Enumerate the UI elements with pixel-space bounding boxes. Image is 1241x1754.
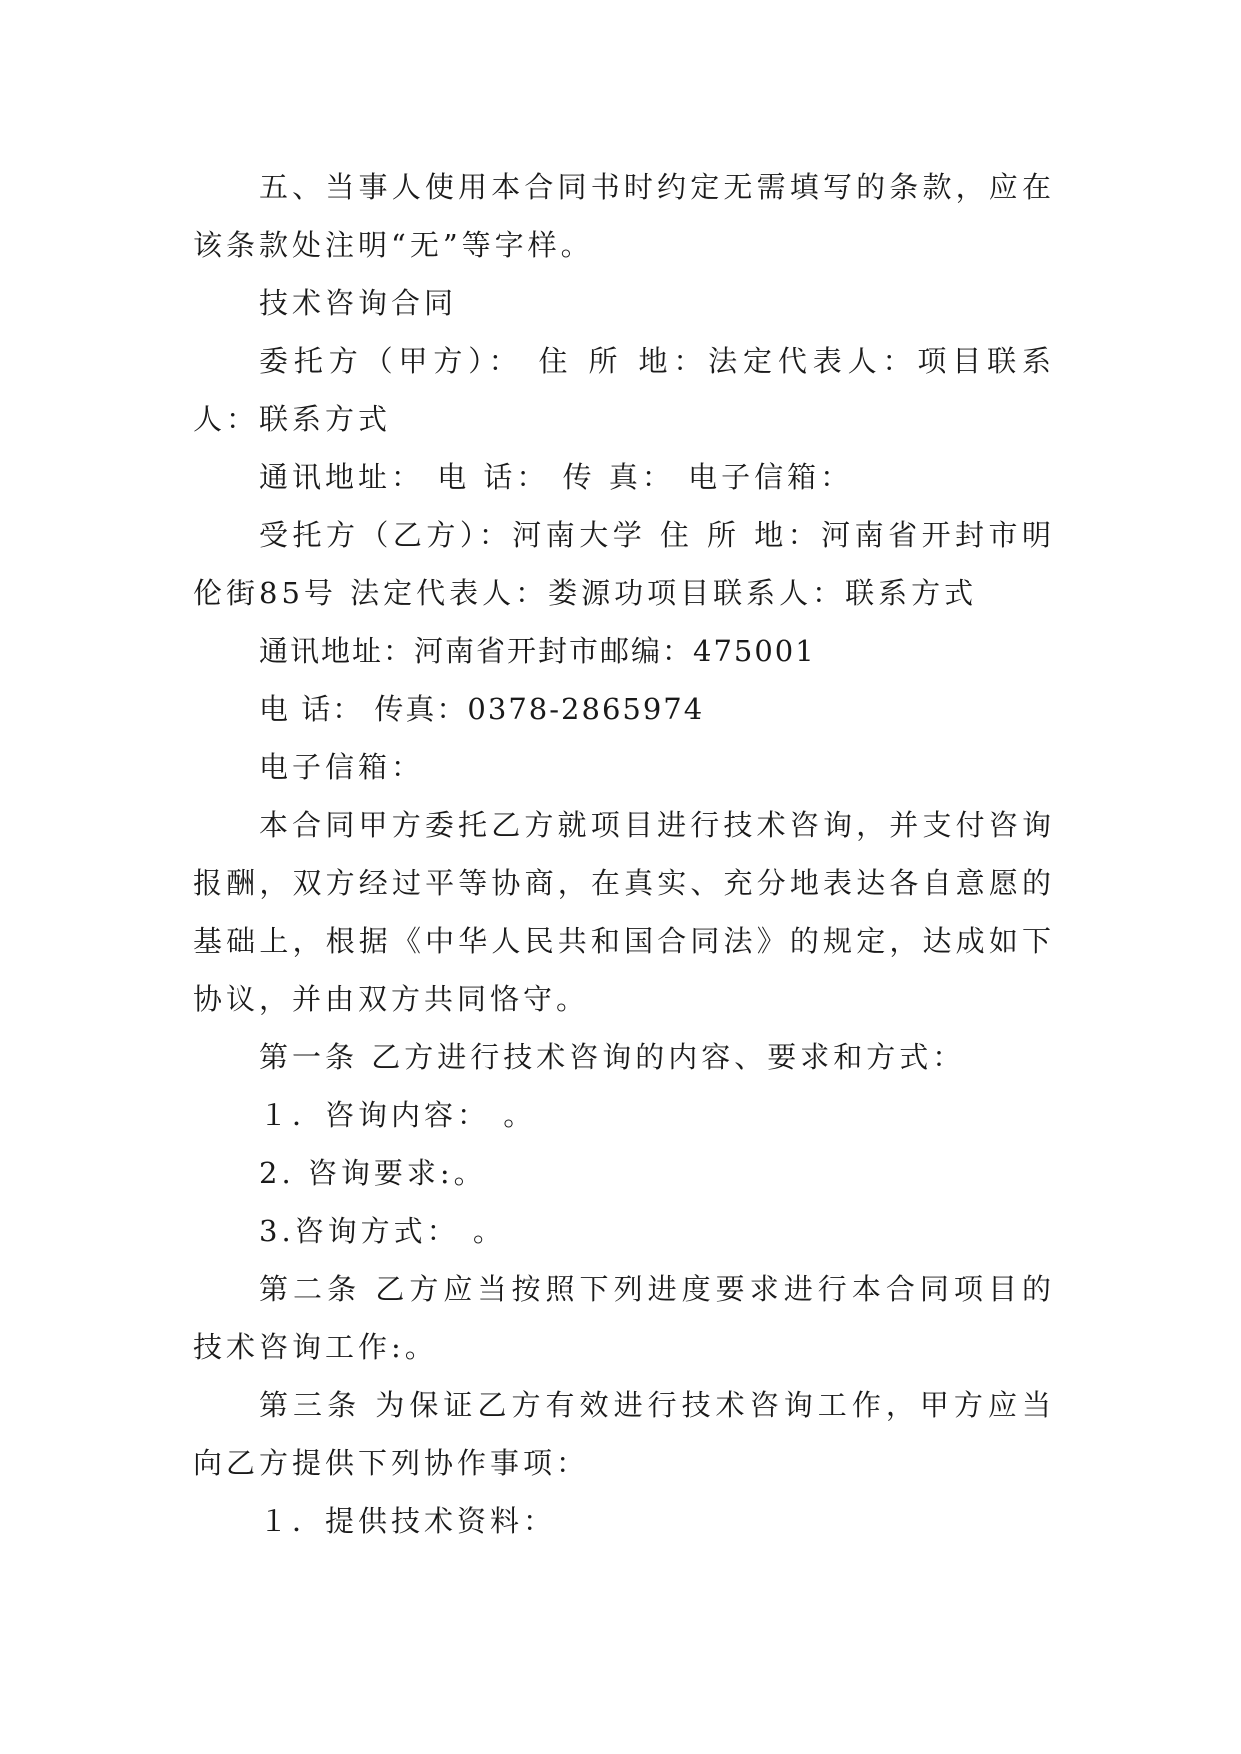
contract-title: 技术咨询合同 <box>259 286 458 320</box>
party-b-email: 电子信箱： <box>259 750 425 784</box>
contract-preamble: 本合同甲方委托乙方就项目进行技术咨询，并支付咨询报酬，双方经过平等协商，在真实、充分地表达各自意愿的基础上，根据《中华人民共和国合同法》的规定，达成如下协议，并由双方共同恪守。 <box>193 808 1055 1016</box>
party-a-info: 委托方（甲方）： 住 所 地：法定代表人：项目联系人：联系方式 <box>193 344 1055 436</box>
clause-five-paragraph: 五、当事人使用本合同书时约定无需填写的条款，应在该条款处注明“无”等字样。 <box>193 170 1055 262</box>
article-one-item-3: 3.咨询方式： 。 <box>259 1214 506 1248</box>
article-two: 第二条 乙方应当按照下列进度要求进行本合同项目的技术咨询工作:。 <box>193 1272 1055 1364</box>
party-a-contact: 通讯地址： 电 话： 传 真： 电子信箱： <box>259 460 854 494</box>
article-one-heading: 第一条 乙方进行技术咨询的内容、要求和方式： <box>259 1040 966 1074</box>
article-three-item-1: １．提供技术资料： <box>259 1504 557 1538</box>
article-one-item-1: １．咨询内容： 。 <box>259 1098 537 1132</box>
party-b-info: 受托方（乙方）：河南大学 住 所 地：河南省开封市明伦街85号 法定代表人：娄源功项目联系人：联系方式 <box>193 518 1055 610</box>
party-b-phone-fax: 电 话： 传真：0378-2865974 <box>259 692 705 726</box>
document-body <box>193 158 1055 1550</box>
article-one-item-2: 2. 咨询要求:。 <box>259 1156 487 1190</box>
article-three: 第三条 为保证乙方有效进行技术咨询工作，甲方应当向乙方提供下列协作事项： <box>193 1388 1055 1480</box>
party-b-address: 通讯地址：河南省开封市邮编：475001 <box>259 634 816 668</box>
